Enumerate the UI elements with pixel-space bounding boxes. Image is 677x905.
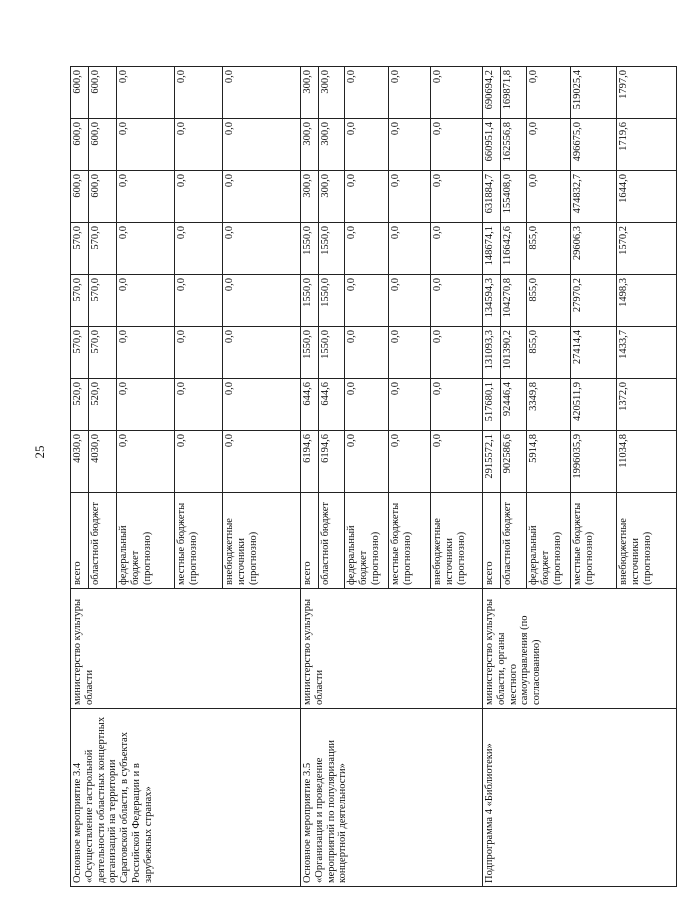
executor-cell: министерство культуры области xyxy=(71,589,301,709)
value-cell: 1570,2 xyxy=(617,223,677,275)
value-cell: 0,0 xyxy=(117,379,175,431)
value-cell: 0,0 xyxy=(175,431,223,493)
value-cell: 155408,0 xyxy=(501,171,527,223)
value-cell: 29606,3 xyxy=(571,223,617,275)
value-cell: 0,0 xyxy=(431,431,483,493)
value-cell: 0,0 xyxy=(117,67,175,119)
value-cell: 27970,2 xyxy=(571,275,617,327)
value-cell: 0,0 xyxy=(345,171,389,223)
funding-source: федеральный бюджет (прогнозно) xyxy=(345,493,389,589)
value-cell: 570,0 xyxy=(89,327,117,379)
funding-source: всего xyxy=(71,493,89,589)
funding-source: внебюджетные источники (прогнозно) xyxy=(431,493,483,589)
value-cell: 0,0 xyxy=(431,171,483,223)
funding-source: всего xyxy=(301,493,319,589)
value-cell: 0,0 xyxy=(175,223,223,275)
value-cell: 300,0 xyxy=(301,67,319,119)
value-cell: 0,0 xyxy=(223,327,301,379)
funding-source: местные бюджеты (прогнозно) xyxy=(571,493,617,589)
value-cell: 631884,7 xyxy=(483,171,501,223)
value-cell: 0,0 xyxy=(389,275,431,327)
value-cell: 519025,4 xyxy=(571,67,617,119)
budget-table xyxy=(70,66,677,887)
table-row xyxy=(71,67,89,887)
funding-source: внебюджетные источники (прогнозно) xyxy=(223,493,301,589)
value-cell: 855,0 xyxy=(527,223,571,275)
value-cell: 0,0 xyxy=(431,223,483,275)
value-cell: 300,0 xyxy=(319,119,345,171)
value-cell: 600,0 xyxy=(71,67,89,119)
value-cell: 0,0 xyxy=(223,431,301,493)
value-cell: 660951,4 xyxy=(483,119,501,171)
funding-source: внебюджетные источники (прогнозно) xyxy=(617,493,677,589)
value-cell: 0,0 xyxy=(223,67,301,119)
value-cell: 1433,7 xyxy=(617,327,677,379)
measure-name: Основное мероприятие 3.4 «Осуществление гастрольной деятельности областных концертных организаций на территории Саратовской области, в субъектах Российской Федерации и в зарубежных странах» xyxy=(71,709,301,887)
value-cell: 0,0 xyxy=(175,67,223,119)
value-cell: 0,0 xyxy=(345,275,389,327)
value-cell: 0,0 xyxy=(431,275,483,327)
value-cell: 644,6 xyxy=(301,379,319,431)
value-cell: 0,0 xyxy=(117,431,175,493)
value-cell: 104270,8 xyxy=(501,275,527,327)
value-cell: 1550,0 xyxy=(301,327,319,379)
value-cell: 600,0 xyxy=(89,171,117,223)
value-cell: 517680,1 xyxy=(483,379,501,431)
value-cell: 0,0 xyxy=(223,171,301,223)
table-row xyxy=(483,67,501,887)
value-cell: 0,0 xyxy=(389,431,431,493)
funding-source: федеральный бюджет (прогнозно) xyxy=(527,493,571,589)
value-cell: 570,0 xyxy=(89,275,117,327)
value-cell: 11034,8 xyxy=(617,431,677,493)
value-cell: 0,0 xyxy=(431,379,483,431)
value-cell: 600,0 xyxy=(71,171,89,223)
value-cell: 0,0 xyxy=(431,67,483,119)
value-cell: 0,0 xyxy=(431,327,483,379)
value-cell: 690694,2 xyxy=(483,67,501,119)
value-cell: 27414,4 xyxy=(571,327,617,379)
value-cell: 1550,0 xyxy=(319,223,345,275)
value-cell: 570,0 xyxy=(71,223,89,275)
executor-cell: министерство культуры области, органы местного самоуправления (по согласованию) xyxy=(483,589,677,709)
value-cell: 0,0 xyxy=(527,67,571,119)
measure-name: Подпрограмма 4 «Библиотеки» xyxy=(483,709,677,887)
value-cell: 0,0 xyxy=(117,171,175,223)
value-cell: 496675,0 xyxy=(571,119,617,171)
value-cell: 0,0 xyxy=(345,119,389,171)
value-cell: 0,0 xyxy=(345,327,389,379)
value-cell: 855,0 xyxy=(527,275,571,327)
value-cell: 0,0 xyxy=(117,223,175,275)
value-cell: 600,0 xyxy=(89,119,117,171)
page-number: 25 xyxy=(32,445,47,459)
value-cell: 0,0 xyxy=(175,275,223,327)
value-cell: 0,0 xyxy=(389,327,431,379)
funding-source: федеральный бюджет (прогнозно) xyxy=(117,493,175,589)
value-cell: 1550,0 xyxy=(301,223,319,275)
value-cell: 570,0 xyxy=(71,275,89,327)
value-cell: 5914,8 xyxy=(527,431,571,493)
value-cell: 0,0 xyxy=(117,327,175,379)
value-cell: 474832,7 xyxy=(571,171,617,223)
value-cell: 0,0 xyxy=(431,119,483,171)
value-cell: 0,0 xyxy=(117,119,175,171)
funding-source: областной бюджет xyxy=(319,493,345,589)
value-cell: 1644,0 xyxy=(617,171,677,223)
value-cell: 1550,0 xyxy=(319,327,345,379)
value-cell: 0,0 xyxy=(223,379,301,431)
value-cell: 6194,6 xyxy=(301,431,319,493)
value-cell: 0,0 xyxy=(345,431,389,493)
value-cell: 300,0 xyxy=(319,171,345,223)
value-cell: 300,0 xyxy=(319,67,345,119)
value-cell: 6194,6 xyxy=(319,431,345,493)
value-cell: 1797,0 xyxy=(617,67,677,119)
value-cell: 520,0 xyxy=(71,379,89,431)
funding-source: областной бюджет xyxy=(89,493,117,589)
value-cell: 162556,8 xyxy=(501,119,527,171)
value-cell: 2915572,1 xyxy=(483,431,501,493)
table-row xyxy=(301,67,319,887)
value-cell: 134594,3 xyxy=(483,275,501,327)
value-cell: 1719,6 xyxy=(617,119,677,171)
value-cell: 902586,6 xyxy=(501,431,527,493)
value-cell: 1550,0 xyxy=(319,275,345,327)
value-cell: 600,0 xyxy=(89,67,117,119)
value-cell: 0,0 xyxy=(345,223,389,275)
value-cell: 169871,8 xyxy=(501,67,527,119)
value-cell: 1498,3 xyxy=(617,275,677,327)
value-cell: 131093,3 xyxy=(483,327,501,379)
value-cell: 1550,0 xyxy=(301,275,319,327)
value-cell: 0,0 xyxy=(223,275,301,327)
value-cell: 600,0 xyxy=(71,119,89,171)
value-cell: 4030,0 xyxy=(89,431,117,493)
value-cell: 101390,2 xyxy=(501,327,527,379)
funding-source: местные бюджеты (прогнозно) xyxy=(389,493,431,589)
value-cell: 0,0 xyxy=(175,119,223,171)
budget-table-body xyxy=(71,67,677,887)
value-cell: 0,0 xyxy=(175,327,223,379)
executor-cell: министерство культуры области xyxy=(301,589,483,709)
value-cell: 0,0 xyxy=(117,275,175,327)
value-cell: 116642,6 xyxy=(501,223,527,275)
value-cell: 0,0 xyxy=(223,223,301,275)
value-cell: 0,0 xyxy=(175,171,223,223)
value-cell: 855,0 xyxy=(527,327,571,379)
value-cell: 300,0 xyxy=(301,119,319,171)
funding-source: областной бюджет xyxy=(501,493,527,589)
budget-sheet xyxy=(70,70,653,887)
value-cell: 92446,4 xyxy=(501,379,527,431)
value-cell: 0,0 xyxy=(389,223,431,275)
value-cell: 570,0 xyxy=(89,223,117,275)
value-cell: 644,6 xyxy=(319,379,345,431)
value-cell: 520,0 xyxy=(89,379,117,431)
value-cell: 0,0 xyxy=(223,119,301,171)
value-cell: 0,0 xyxy=(389,379,431,431)
value-cell: 0,0 xyxy=(175,379,223,431)
value-cell: 420511,9 xyxy=(571,379,617,431)
value-cell: 1372,0 xyxy=(617,379,677,431)
value-cell: 0,0 xyxy=(389,171,431,223)
value-cell: 4030,0 xyxy=(71,431,89,493)
measure-name: Основное мероприятие 3.5 «Организация и проведение мероприятий по популяризации концертной деятельности» xyxy=(301,709,483,887)
funding-source: всего xyxy=(483,493,501,589)
funding-source: местные бюджеты (прогнозно) xyxy=(175,493,223,589)
value-cell: 148674,1 xyxy=(483,223,501,275)
value-cell: 1996035,9 xyxy=(571,431,617,493)
value-cell: 3349,8 xyxy=(527,379,571,431)
value-cell: 0,0 xyxy=(345,67,389,119)
value-cell: 570,0 xyxy=(71,327,89,379)
value-cell: 300,0 xyxy=(301,171,319,223)
value-cell: 0,0 xyxy=(345,379,389,431)
value-cell: 0,0 xyxy=(389,119,431,171)
value-cell: 0,0 xyxy=(389,67,431,119)
value-cell: 0,0 xyxy=(527,171,571,223)
value-cell: 0,0 xyxy=(527,119,571,171)
